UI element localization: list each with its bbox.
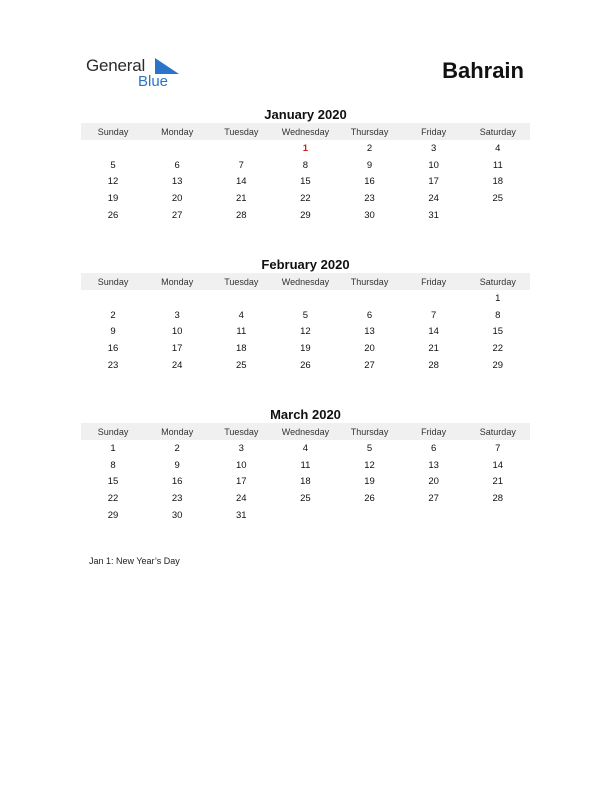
day-cell: 21 bbox=[428, 342, 439, 354]
day-cell: 17 bbox=[171, 342, 183, 354]
weekday-label: Sunday bbox=[97, 276, 129, 287]
weekday-label: Thursday bbox=[350, 126, 389, 137]
weekday-label: Monday bbox=[161, 426, 194, 437]
day-cell: 18 bbox=[236, 342, 247, 354]
weekday-label: Monday bbox=[161, 276, 194, 287]
day-cell: 28 bbox=[428, 359, 439, 371]
weekday-label: Friday bbox=[421, 426, 447, 437]
weekday-label: Thursday bbox=[350, 426, 389, 437]
week-row bbox=[81, 173, 530, 190]
day-cell: 22 bbox=[300, 192, 311, 204]
day-cell: 4 bbox=[238, 309, 244, 321]
day-cell: 25 bbox=[492, 192, 504, 204]
day-cell: 16 bbox=[364, 176, 375, 188]
day-cell: 5 bbox=[366, 442, 373, 454]
day-cell: 1 bbox=[110, 442, 116, 454]
weekday-label: Saturday bbox=[479, 276, 516, 287]
day-cell: 4 bbox=[495, 142, 501, 154]
holiday-note: Jan 1: New Year’s Day bbox=[89, 556, 180, 566]
week-row bbox=[81, 357, 530, 374]
month-title: March 2020 bbox=[270, 407, 341, 422]
weekday-label: Sunday bbox=[97, 426, 129, 437]
day-cell: 25 bbox=[300, 492, 311, 504]
day-cell: 12 bbox=[107, 176, 119, 188]
day-cell: 23 bbox=[171, 492, 183, 504]
brand-logo bbox=[86, 56, 186, 92]
weekday-label: Monday bbox=[161, 126, 194, 137]
week-row bbox=[81, 457, 530, 474]
weekday-label: Thursday bbox=[350, 276, 389, 287]
day-cell: 7 bbox=[238, 159, 244, 171]
day-cell: 17 bbox=[428, 176, 439, 188]
weekday-label: Saturday bbox=[479, 126, 516, 137]
day-cell: 28 bbox=[492, 492, 504, 504]
week-row bbox=[81, 340, 530, 357]
day-cell: 1 bbox=[495, 292, 501, 304]
brand-word-blue: Blue bbox=[138, 73, 169, 90]
week-row bbox=[81, 473, 530, 490]
day-cell: 3 bbox=[431, 142, 437, 154]
weekday-label: Friday bbox=[421, 126, 447, 137]
month-january bbox=[81, 106, 530, 223]
day-cell: 15 bbox=[107, 476, 119, 488]
day-cell: 21 bbox=[492, 476, 504, 488]
day-cell: 21 bbox=[236, 192, 247, 204]
day-cell: 1 bbox=[302, 142, 309, 154]
day-cell: 15 bbox=[492, 326, 504, 338]
day-cell: 27 bbox=[364, 359, 375, 371]
day-cell: 13 bbox=[364, 326, 375, 338]
day-cell: 20 bbox=[364, 342, 375, 354]
day-cell: 3 bbox=[174, 309, 180, 321]
day-cell: 2 bbox=[366, 142, 373, 154]
day-cell: 26 bbox=[300, 359, 311, 371]
day-cell: 14 bbox=[492, 459, 504, 471]
week-row bbox=[81, 490, 530, 507]
day-cell: 8 bbox=[302, 159, 309, 171]
day-cell: 9 bbox=[110, 326, 116, 338]
week-row bbox=[81, 307, 530, 324]
day-cell: 6 bbox=[174, 159, 180, 171]
day-cell: 31 bbox=[236, 509, 247, 521]
month-february bbox=[81, 256, 530, 373]
day-cell: 10 bbox=[236, 459, 247, 471]
week-row bbox=[81, 140, 530, 157]
day-cell: 10 bbox=[428, 159, 439, 171]
weekday-header-row bbox=[81, 423, 530, 440]
day-cell: 14 bbox=[428, 326, 439, 338]
day-cell: 16 bbox=[171, 476, 183, 488]
day-cell: 25 bbox=[236, 359, 247, 371]
day-cell: 19 bbox=[107, 192, 119, 204]
weekday-label: Friday bbox=[421, 276, 447, 287]
brand-word-general: General bbox=[86, 56, 146, 75]
week-row bbox=[81, 290, 530, 307]
day-cell: 30 bbox=[171, 509, 183, 521]
day-cell: 5 bbox=[302, 309, 309, 321]
day-cell: 7 bbox=[431, 309, 437, 321]
weekday-label: Tuesday bbox=[224, 426, 259, 437]
day-cell: 30 bbox=[364, 209, 375, 221]
day-cell: 16 bbox=[107, 342, 119, 354]
day-cell: 18 bbox=[300, 476, 311, 488]
weekday-header-row bbox=[81, 273, 530, 290]
country-title: Bahrain bbox=[442, 58, 524, 83]
day-cell: 15 bbox=[300, 176, 311, 188]
day-cell: 18 bbox=[492, 176, 504, 188]
day-cell: 23 bbox=[107, 359, 119, 371]
day-cell: 20 bbox=[171, 192, 183, 204]
day-cell: 31 bbox=[428, 209, 439, 221]
day-cell: 22 bbox=[107, 492, 119, 504]
day-cell: 14 bbox=[236, 176, 247, 188]
day-cell: 2 bbox=[174, 442, 180, 454]
day-cell: 10 bbox=[171, 326, 183, 338]
day-cell: 3 bbox=[238, 442, 244, 454]
day-cell: 26 bbox=[364, 492, 375, 504]
weekday-label: Wednesday bbox=[281, 276, 330, 287]
day-cell: 24 bbox=[171, 359, 183, 371]
day-cell: 26 bbox=[107, 209, 119, 221]
day-cell: 17 bbox=[236, 476, 247, 488]
day-cell: 8 bbox=[495, 309, 501, 321]
month-title: January 2020 bbox=[264, 107, 347, 122]
week-row bbox=[81, 157, 530, 174]
weekday-label: Saturday bbox=[479, 426, 516, 437]
weekday-label: Sunday bbox=[97, 126, 129, 137]
week-row bbox=[81, 190, 530, 207]
logo-triangle-icon bbox=[155, 58, 179, 74]
day-cell: 9 bbox=[174, 459, 180, 471]
day-cell: 29 bbox=[492, 359, 504, 371]
week-row bbox=[81, 207, 530, 224]
week-row bbox=[81, 323, 530, 340]
day-cell: 8 bbox=[110, 459, 116, 471]
day-cell: 7 bbox=[495, 442, 501, 454]
month-title: February 2020 bbox=[261, 257, 350, 272]
day-cell: 11 bbox=[300, 459, 311, 471]
day-cell: 24 bbox=[428, 192, 439, 204]
weekday-label: Tuesday bbox=[224, 126, 259, 137]
day-cell: 13 bbox=[428, 459, 439, 471]
day-cell: 5 bbox=[110, 159, 116, 171]
day-cell: 4 bbox=[302, 442, 309, 454]
holiday-notes bbox=[89, 556, 180, 566]
weekday-label: Wednesday bbox=[281, 126, 330, 137]
day-cell: 12 bbox=[364, 459, 375, 471]
day-cell: 27 bbox=[428, 492, 439, 504]
day-cell: 20 bbox=[428, 476, 439, 488]
weekday-label: Tuesday bbox=[224, 276, 259, 287]
day-cell: 9 bbox=[366, 159, 373, 171]
weekday-label: Wednesday bbox=[281, 426, 330, 437]
day-cell: 11 bbox=[492, 159, 503, 171]
day-cell: 27 bbox=[171, 209, 183, 221]
day-cell: 2 bbox=[110, 309, 116, 321]
day-cell: 19 bbox=[300, 342, 311, 354]
day-cell: 6 bbox=[431, 442, 437, 454]
day-cell: 24 bbox=[236, 492, 247, 504]
week-row bbox=[81, 440, 530, 457]
day-cell: 19 bbox=[364, 476, 375, 488]
day-cell: 22 bbox=[492, 342, 504, 354]
month-march bbox=[81, 406, 530, 523]
weekday-header-row bbox=[81, 123, 530, 140]
day-cell: 23 bbox=[364, 192, 375, 204]
week-row bbox=[81, 507, 530, 524]
day-cell: 6 bbox=[366, 309, 373, 321]
day-cell: 28 bbox=[236, 209, 247, 221]
day-cell: 11 bbox=[236, 326, 247, 338]
day-cell: 13 bbox=[171, 176, 183, 188]
day-cell: 29 bbox=[107, 509, 119, 521]
day-cell: 12 bbox=[300, 326, 311, 338]
day-cell: 29 bbox=[300, 209, 311, 221]
